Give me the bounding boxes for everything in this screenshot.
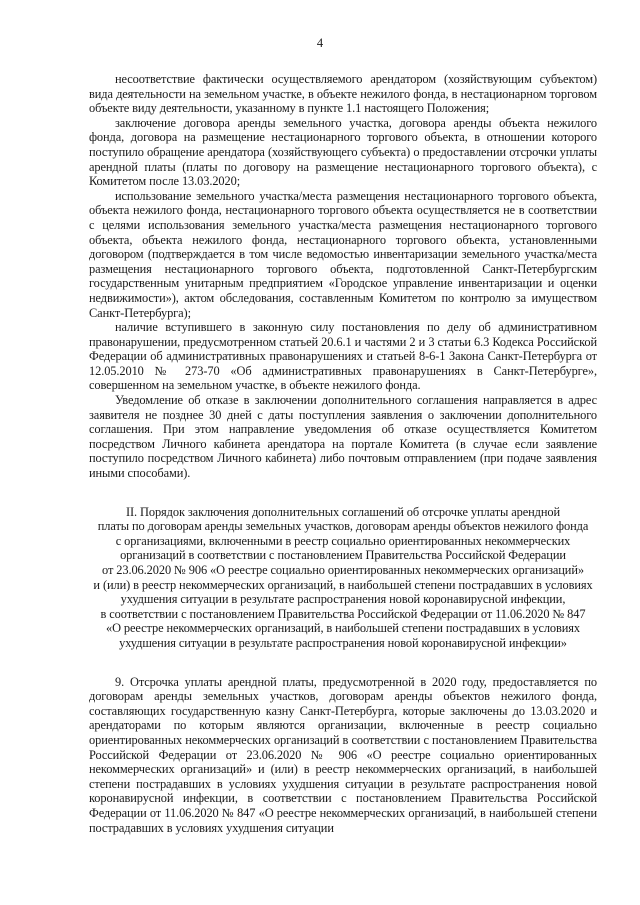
section-heading-line: в соответствии с постановлением Правительства Российской Федерации от 11.06.2020 № 847 — [100, 606, 586, 621]
section-heading-line: ухудшения ситуации в результате распространения новой коронавирусной инфекции, — [120, 592, 566, 607]
paragraph-administrative-violation: наличие вступившего в законную силу постановления по делу об административном правонарушении, предусмотренном статьей 20.6.1 и частями 2 и 3 статьи 6.3 Кодекса Российской Федерации об административных правонарушениях и статьей 8-6-1 Закона Санкт-Петербурга от 12.05.2010 № 273-70 «Об административных правонарушениях в Санкт-Петербурге», совершенном на земельном участке, в объекте нежилого фонда. — [89, 320, 597, 393]
section-heading-line: организаций в соответствии с постановлением Правительства Российской Федерации — [120, 548, 566, 563]
paragraph-refusal-notice: Уведомление об отказе в заключении дополнительного соглашения направляется в адрес заявителя не позднее 30 дней с даты поступления заявления о заключении дополнительного соглашения. При этом направление уведомления об отказе осуществляется Комитетом посредством Личного кабинета арендатора на портале Комитета (в случае если заявление поступило посредством Личного кабинета) либо почтовым отправлением (при подаче заявления иными способами). — [89, 393, 597, 481]
page-number: 4 — [316, 36, 324, 50]
section-heading-line: от 23.06.2020 № 906 «О реестре социально ориентированных некоммерческих организаций» — [102, 563, 584, 577]
paragraph-improper-use: использование земельного участка/места размещения нестационарного торгового объекта, объекта нежилого фонда, нестационарного торгового объекта осуществляется не в соответствии с целями использования земельного участка/места размещения нестационарного торгового объекта, объекта нежилого фонда, нестационарного торгового объекта, установленными договором (подтверждается в том числе ведомостью инвентаризации земельного участка/места размещения нестационарного торгового объекта, подготовленной Санкт-Петербургским государственным унитарным предприятием «Городское управление инвентаризации и оценки недвижимости»), актом обследования, составленным Комитетом по контролю за имуществом Санкт-Петербурга); — [89, 188, 597, 320]
paragraph-contract-after-date: заключение договора аренды земельного участка, договора аренды объекта нежилого фонда, договора на размещение нестационарного торгового объекта, в отношении которого поступило обращение арендатора (хозяйствующего субъекта) о предоставлении отсрочки уплаты арендной платы (платы по договору на размещение нестационарного торгового объекта), с Комитетом после 13.03.2020; — [89, 115, 597, 189]
section-heading-line: «О реестре некоммерческих организаций, в наибольшей степени пострадавших в условиях — [105, 621, 581, 636]
paragraph-clause-9: 9. Отсрочка уплаты арендной платы, предусмотренной в 2020 году, предоставляется по договорам аренды земельных участков, договорам аренды объектов нежилого фонда, составляющих государственную казну Санкт-Петербурга, которые заключены до 13.03.2020 и арендаторами по которым являются организации, включенные в реестр социально ориентированных некоммерческих организаций в соответствии с постановлением Правительства Российской Федерации от 23.06.2020 № 906 «О реестре социально ориентированных некоммерческих организаций» и (или) в реестр некоммерческих организаций, в наибольшей степени пострадавших в условиях ухудшения ситуации в результате распространения новой коронавирусной инфекции, в соответствии с постановлением Правительства Российской Федерации от 11.06.2020 № 847 «О реестре некоммерческих организаций, в наибольшей степени пострадавших в условиях ухудшения ситуации — [89, 674, 597, 835]
section-heading-line: и (или) в реестр некоммерческих организаций, в наибольшей степени пострадавших в условиях — [93, 577, 593, 592]
section-heading — [89, 505, 597, 651]
section-heading-line: ухудшения ситуации в результате распространения новой коронавирусной инфекции» — [119, 635, 567, 650]
paragraph-inconsistent-activity: несоответствие фактически осуществляемого арендатором (хозяйствующим субъектом) вида деятельности на земельном участке, в объекте нежилого фонда, в нестационарном торговом объекте виду деятельности, указанному в пункте 1.1 настоящего Положения; — [89, 72, 597, 116]
section-heading-line: II. Порядок заключения дополнительных соглашений об отсрочке уплаты арендной — [125, 504, 561, 519]
section-heading-line: с организациями, включенными в реестр социально ориентированных некоммерческих — [115, 533, 571, 548]
section-heading-line: платы по договорам аренды земельных участков, договорам аренды объектов нежилого фонда — [97, 519, 589, 534]
document-body — [89, 72, 597, 835]
